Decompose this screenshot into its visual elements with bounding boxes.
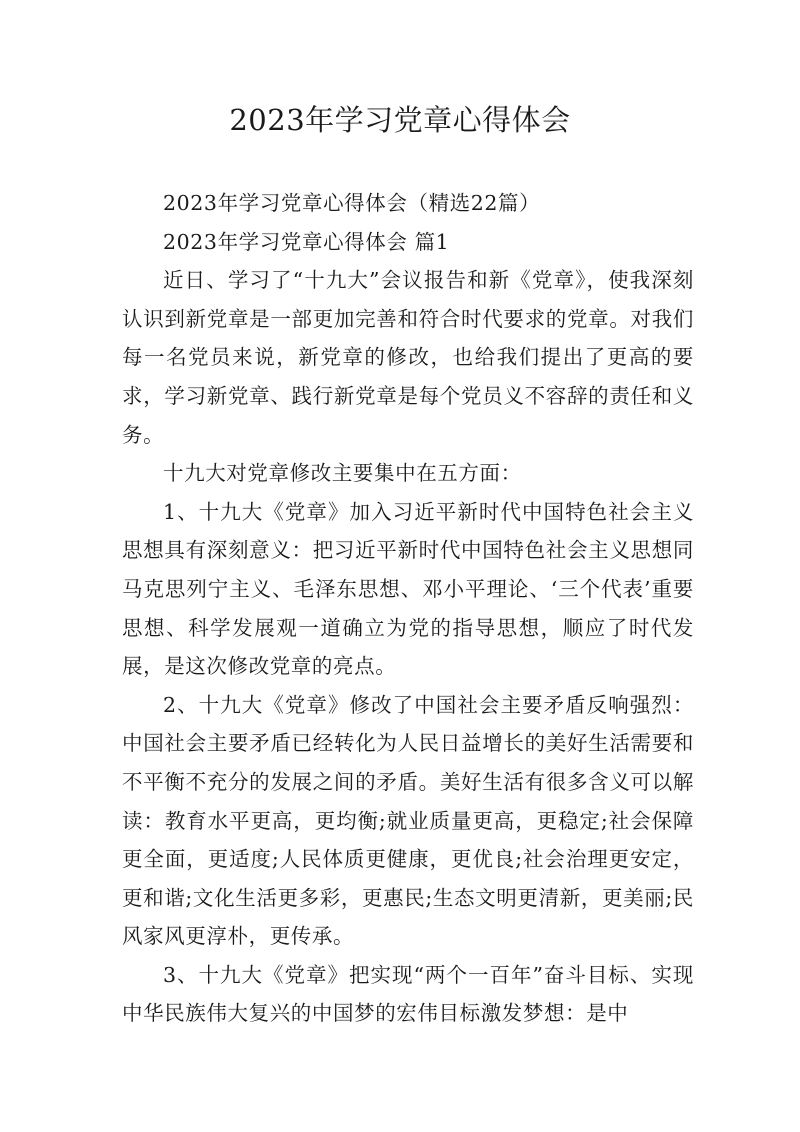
document-body bbox=[122, 184, 694, 1033]
body-paragraph: 1、十九大《党章》加入习近平新时代中国特色社会主义思想具有深刻意义：把习近平新时代中国特色社会主义思想同马克思列宁主义、毛泽东思想、邓小平理论、‘三个代表’重要思想、科学发展观一道确立为党的指导思想，顺应了时代发展，是这次修改党章的亮点。 bbox=[122, 499, 694, 679]
body-paragraph: 近日、学习了“十九大”会议报告和新《党章》，使我深刻认识到新党章是一部更加完善和符合时代要求的党章。对我们每一名党员来说，新党章的修改，也给我们提出了更高的要求，学习新党章、践行新党章是每个党员义不容辞的责任和义务。 bbox=[122, 268, 694, 447]
subtitle-paragraph: 2023年学习党章心得体会（精选22篇） bbox=[163, 191, 541, 215]
body-paragraph: 3、十九大《党章》把实现“两个一百年”奋斗目标、实现中华民族伟大复兴的中国梦的宏伟目标激发梦想：是中 bbox=[122, 962, 694, 1026]
section-heading: 2023年学习党章心得体会 篇1 bbox=[163, 229, 450, 254]
document-title: 2023年学习党章心得体会 bbox=[229, 103, 571, 137]
body-paragraph: 2、十九大《党章》修改了中国社会主要矛盾反响强烈：中国社会主要矛盾已经转化为人民日益增长的美好生活需要和不平衡不充分的发展之间的矛盾。美好生活有很多含义可以解读：教育水平更高，更均衡;就业质量更高，更稳定;社会保障更全面，更适度;人民体质更健康，更优良;社会治理更安定，更和谐;文化生活更多彩，更惠民;生态文明更清新，更美丽;民风家风更淳朴，更传承。 bbox=[122, 692, 694, 949]
body-paragraph: 十九大对党章修改主要集中在五方面： bbox=[163, 461, 522, 486]
